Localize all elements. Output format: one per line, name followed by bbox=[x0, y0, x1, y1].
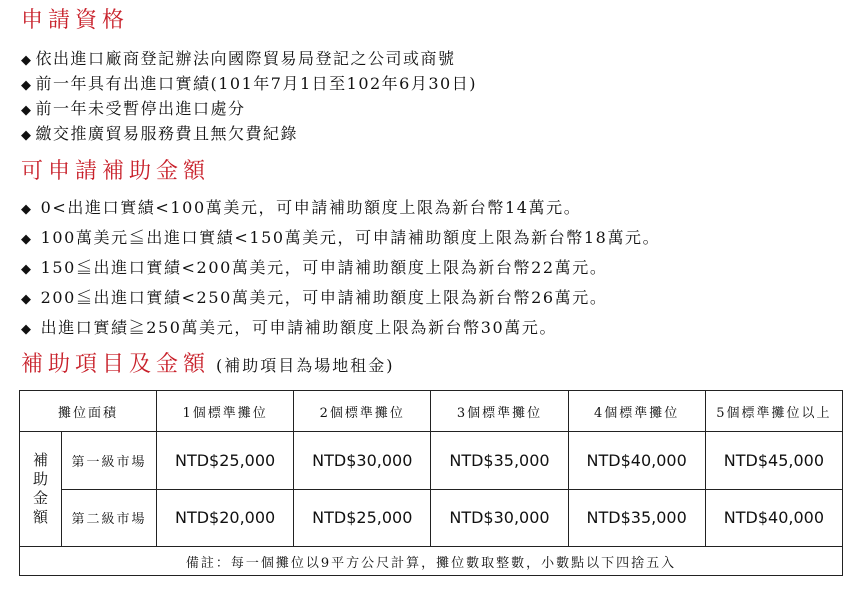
eligibility-list bbox=[21, 46, 477, 146]
vertical-char: 金 bbox=[32, 489, 48, 507]
subsidy-item-text: 0<出進口實績<100萬美元，可申請補助額度上限為新台幣14萬元。 bbox=[40, 198, 582, 217]
table-row bbox=[20, 432, 843, 490]
amount-cell: NTD$40,000 bbox=[568, 432, 705, 490]
subsidy-item-text: 150≦出進口實績<200萬美元，可申請補助額度上限為新台幣22萬元。 bbox=[40, 258, 608, 277]
subsidy-item-text: 出進口實績≧250萬美元，可申請補助額度上限為新台幣30萬元。 bbox=[40, 318, 558, 337]
eligibility-heading: 申請資格 bbox=[21, 8, 130, 33]
list-item bbox=[21, 193, 660, 223]
table-row bbox=[20, 489, 843, 547]
row-label-tier2: 第二級市場 bbox=[62, 489, 157, 547]
subsidy-list bbox=[21, 193, 660, 343]
vertical-char: 額 bbox=[32, 508, 48, 526]
column-header: 2個標準攤位 bbox=[294, 391, 431, 432]
diamond-bullet-icon: ◆ bbox=[21, 53, 33, 68]
amount-cell: NTD$35,000 bbox=[568, 489, 705, 547]
subsidy-item-text: 100萬美元≦出進口實績<150萬美元，可申請補助額度上限為新台幣18萬元。 bbox=[40, 228, 661, 247]
column-header: 4個標準攤位 bbox=[568, 391, 705, 432]
diamond-bullet-icon: ◆ bbox=[21, 78, 33, 93]
diamond-bullet-icon: ◆ bbox=[21, 128, 33, 143]
subsidy-table bbox=[19, 390, 843, 576]
amount-cell: NTD$30,000 bbox=[431, 489, 568, 547]
list-item bbox=[21, 96, 477, 121]
amount-cell: NTD$35,000 bbox=[431, 432, 568, 490]
vertical-char: 助 bbox=[32, 470, 48, 488]
amount-cell: NTD$30,000 bbox=[294, 432, 431, 490]
diamond-bullet-icon: ◆ bbox=[21, 262, 33, 277]
booth-area-header: 攤位面積 bbox=[20, 391, 157, 432]
row-label-tier1: 第一級市場 bbox=[62, 432, 157, 490]
eligibility-item-text: 依出進口廠商登記辦法向國際貿易局登記之公司或商號 bbox=[35, 49, 456, 68]
eligibility-item-text: 前一年具有出進口實績(101年7月1日至102年6月30日) bbox=[35, 74, 477, 93]
amount-cell: NTD$25,000 bbox=[294, 489, 431, 547]
amount-cell: NTD$20,000 bbox=[157, 489, 294, 547]
diamond-bullet-icon: ◆ bbox=[21, 103, 33, 118]
list-item bbox=[21, 253, 660, 283]
list-item bbox=[21, 71, 477, 96]
diamond-bullet-icon: ◆ bbox=[21, 322, 33, 337]
column-header: 1個標準攤位 bbox=[157, 391, 294, 432]
list-item bbox=[21, 46, 477, 71]
remark-note: 備註：每一個攤位以9平方公尺計算，攤位數取整數，小數點以下四捨五入 bbox=[20, 547, 843, 576]
subsidy-item-text: 200≦出進口實績<250萬美元，可申請補助額度上限為新台幣26萬元。 bbox=[40, 288, 608, 307]
list-item bbox=[21, 121, 477, 146]
list-item bbox=[21, 223, 660, 253]
amount-cell: NTD$25,000 bbox=[157, 432, 294, 490]
subsidy-amount-label bbox=[20, 432, 62, 547]
diamond-bullet-icon: ◆ bbox=[21, 202, 33, 217]
eligibility-item-text: 前一年未受暫停出進口處分 bbox=[35, 99, 246, 118]
amount-cell: NTD$40,000 bbox=[705, 489, 842, 547]
column-header: 3個標準攤位 bbox=[431, 391, 568, 432]
items-heading bbox=[21, 352, 395, 379]
items-title: 補助項目及金額 bbox=[21, 352, 211, 377]
vertical-char: 補 bbox=[32, 451, 48, 469]
diamond-bullet-icon: ◆ bbox=[21, 292, 33, 307]
list-item bbox=[21, 313, 660, 343]
diamond-bullet-icon: ◆ bbox=[21, 232, 33, 247]
amount-cell: NTD$45,000 bbox=[705, 432, 842, 490]
table-remark-row bbox=[20, 547, 843, 576]
eligibility-item-text: 繳交推廣貿易服務費且無欠費紀錄 bbox=[35, 124, 299, 143]
subsidy-heading: 可申請補助金額 bbox=[21, 159, 211, 184]
column-header: 5個標準攤位以上 bbox=[705, 391, 842, 432]
list-item bbox=[21, 283, 660, 313]
table-header-row bbox=[20, 391, 843, 432]
items-note: (補助項目為場地租金) bbox=[216, 356, 395, 375]
